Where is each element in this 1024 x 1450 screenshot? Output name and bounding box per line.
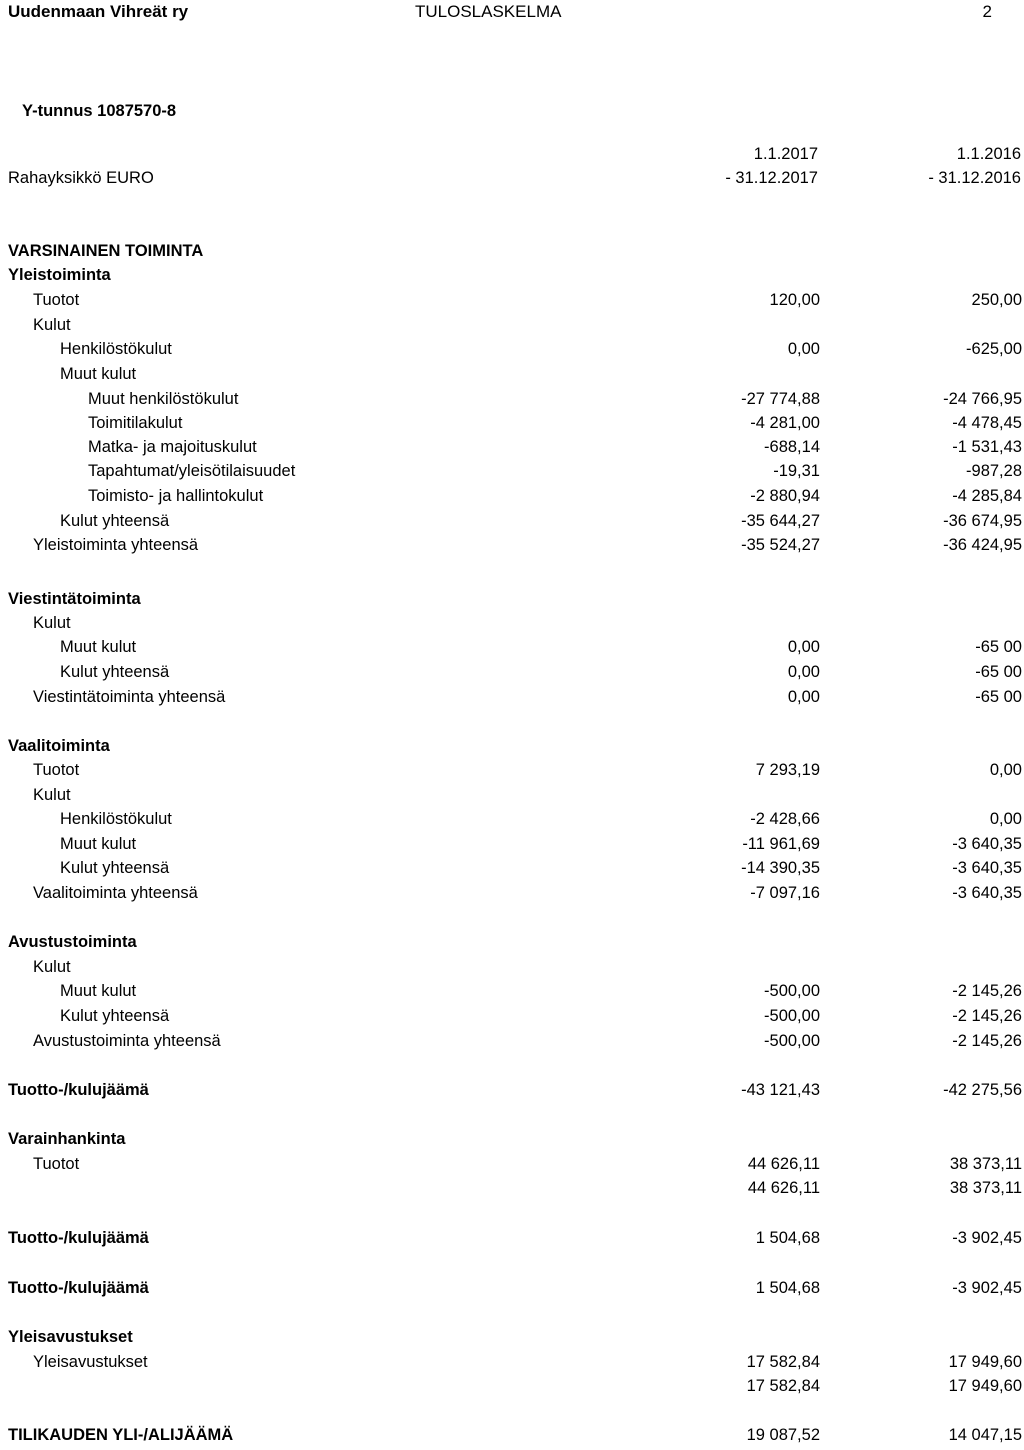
value-2017: 120,00 bbox=[769, 291, 820, 309]
value-2017: 19 087,52 bbox=[746, 1426, 820, 1444]
row-label: Varainhankinta bbox=[8, 1130, 126, 1148]
row-label: Muut henkilöstökulut bbox=[88, 390, 239, 408]
statement-row bbox=[0, 859, 1024, 883]
statement-row bbox=[0, 1377, 1024, 1401]
value-2016: -4 285,84 bbox=[952, 487, 1022, 505]
row-label: Kulut bbox=[33, 786, 71, 804]
value-2016: -3 640,35 bbox=[952, 835, 1022, 853]
statement-row bbox=[0, 958, 1024, 982]
statement-row bbox=[0, 536, 1024, 560]
value-2016: 38 373,11 bbox=[949, 1155, 1022, 1173]
statement-row bbox=[0, 291, 1024, 315]
row-label: Avustustoiminta bbox=[8, 933, 137, 951]
statement-row bbox=[0, 982, 1024, 1006]
period-prior-end: - 31.12.2016 bbox=[928, 169, 1021, 187]
value-2017: 1 504,68 bbox=[755, 1279, 820, 1297]
document-title: TULOSLASKELMA bbox=[415, 2, 562, 21]
period-current-end: - 31.12.2017 bbox=[725, 169, 818, 187]
statement-row bbox=[0, 590, 1024, 614]
value-2016: 17 949,60 bbox=[948, 1377, 1022, 1395]
statement-row bbox=[0, 933, 1024, 957]
period-current-start: 1.1.2017 bbox=[753, 145, 818, 163]
statement-row bbox=[0, 835, 1024, 859]
value-2017: 7 293,19 bbox=[755, 761, 820, 779]
statement-row bbox=[0, 1155, 1024, 1179]
row-label: TILIKAUDEN YLI-/ALIJÄÄMÄ bbox=[8, 1426, 234, 1444]
statement-row bbox=[0, 242, 1024, 266]
row-label: Kulut yhteensä bbox=[60, 512, 170, 530]
value-2016: -36 674,95 bbox=[943, 512, 1022, 530]
statement-row bbox=[0, 1229, 1024, 1253]
statement-row bbox=[0, 266, 1024, 290]
row-label: Kulut yhteensä bbox=[60, 859, 170, 877]
row-label: Muut kulut bbox=[60, 835, 137, 853]
statement-row bbox=[0, 1179, 1024, 1203]
value-2017: -35 524,27 bbox=[741, 536, 820, 554]
statement-row bbox=[0, 810, 1024, 834]
value-2016: -625,00 bbox=[966, 340, 1022, 358]
value-2016: -24 766,95 bbox=[943, 390, 1022, 408]
value-2017: -500,00 bbox=[764, 1032, 820, 1050]
row-label: Vaalitoiminta bbox=[8, 737, 110, 755]
period-prior-start: 1.1.2016 bbox=[956, 145, 1021, 163]
row-label: Henkilöstökulut bbox=[60, 340, 172, 358]
statement-row bbox=[0, 462, 1024, 486]
statement-row bbox=[0, 1130, 1024, 1154]
statement-row bbox=[0, 663, 1024, 687]
value-2016: 250,00 bbox=[971, 291, 1022, 309]
statement-row bbox=[0, 414, 1024, 438]
value-2016: -65 00 bbox=[975, 688, 1022, 706]
value-2017: -11 961,69 bbox=[742, 835, 820, 853]
value-2017: 44 626,11 bbox=[747, 1179, 820, 1197]
value-2017: -2 880,94 bbox=[750, 487, 820, 505]
statement-row bbox=[0, 340, 1024, 364]
value-2016: 14 047,15 bbox=[948, 1426, 1022, 1444]
value-2016: -2 145,26 bbox=[952, 982, 1022, 1000]
row-label: Tuotto-/kulujäämä bbox=[8, 1279, 149, 1297]
row-label: Tapahtumat/yleisötilaisuudet bbox=[88, 462, 296, 480]
value-2017: 1 504,68 bbox=[755, 1229, 820, 1247]
statement-row bbox=[0, 438, 1024, 462]
statement-row bbox=[0, 638, 1024, 662]
row-label: Henkilöstökulut bbox=[60, 810, 172, 828]
value-2017: -35 644,27 bbox=[741, 512, 820, 530]
currency-label: Rahayksikkö EURO bbox=[8, 169, 154, 187]
statement-row bbox=[0, 512, 1024, 536]
value-2016: -3 640,35 bbox=[952, 859, 1022, 877]
value-2016: 0,00 bbox=[989, 761, 1022, 779]
statement-row bbox=[0, 390, 1024, 414]
row-label: Vaalitoiminta yhteensä bbox=[33, 884, 198, 902]
statement-row bbox=[0, 1032, 1024, 1056]
row-label: Tuotot bbox=[33, 291, 80, 309]
value-2016: 38 373,11 bbox=[949, 1179, 1022, 1197]
value-2016: -4 478,45 bbox=[952, 414, 1022, 432]
statement-row bbox=[0, 688, 1024, 712]
statement-row bbox=[0, 1279, 1024, 1303]
value-2016: 0,00 bbox=[989, 810, 1022, 828]
value-2017: -2 428,66 bbox=[750, 810, 820, 828]
value-2017: 44 626,11 bbox=[747, 1155, 820, 1173]
row-label: Yleistoiminta bbox=[8, 266, 111, 284]
row-label: Avustustoiminta yhteensä bbox=[33, 1032, 221, 1050]
row-label: Muut kulut bbox=[60, 982, 137, 1000]
statement-row bbox=[0, 1353, 1024, 1377]
row-label: Muut kulut bbox=[60, 638, 137, 656]
value-2017: 0,00 bbox=[787, 663, 820, 681]
row-label: Matka- ja majoituskulut bbox=[88, 438, 257, 456]
value-2017: 0,00 bbox=[787, 340, 820, 358]
row-label: Tuotot bbox=[33, 761, 80, 779]
value-2017: -7 097,16 bbox=[750, 884, 820, 902]
statement-row bbox=[0, 1081, 1024, 1105]
value-2016: -42 275,56 bbox=[943, 1081, 1022, 1099]
statement-row bbox=[0, 761, 1024, 785]
value-2017: -27 774,88 bbox=[741, 390, 820, 408]
value-2017: -19,31 bbox=[773, 462, 820, 480]
value-2016: -3 902,45 bbox=[952, 1279, 1022, 1297]
row-label: VARSINAINEN TOIMINTA bbox=[8, 242, 204, 260]
value-2017: -43 121,43 bbox=[741, 1081, 820, 1099]
statement-row bbox=[0, 786, 1024, 810]
row-label: Toimisto- ja hallintokulut bbox=[88, 487, 264, 505]
statement-row bbox=[0, 1426, 1024, 1450]
value-2017: -500,00 bbox=[764, 982, 820, 1000]
value-2016: -2 145,26 bbox=[952, 1007, 1022, 1025]
organization-name: Uudenmaan Vihreät ry bbox=[8, 2, 189, 21]
value-2017: 17 582,84 bbox=[746, 1353, 820, 1371]
business-id: Y-tunnus 1087570-8 bbox=[22, 102, 177, 120]
value-2017: 17 582,84 bbox=[746, 1377, 820, 1395]
value-2017: -500,00 bbox=[764, 1007, 820, 1025]
row-label: Viestintätoiminta yhteensä bbox=[33, 688, 226, 706]
statement-row bbox=[0, 316, 1024, 340]
statement-row bbox=[0, 1328, 1024, 1352]
value-2017: 0,00 bbox=[787, 638, 820, 656]
row-label: Yleistoiminta yhteensä bbox=[33, 536, 199, 554]
row-label: Tuotto-/kulujäämä bbox=[8, 1081, 149, 1099]
value-2016: 17 949,60 bbox=[948, 1353, 1022, 1371]
value-2017: -14 390,35 bbox=[741, 859, 820, 877]
value-2017: -688,14 bbox=[764, 438, 820, 456]
value-2017: 0,00 bbox=[787, 688, 820, 706]
row-label: Kulut bbox=[33, 614, 71, 632]
statement-row bbox=[0, 365, 1024, 389]
row-label: Kulut yhteensä bbox=[60, 663, 170, 681]
row-label: Kulut bbox=[33, 316, 71, 334]
value-2016: -65 00 bbox=[975, 663, 1022, 681]
value-2016: -1 531,43 bbox=[952, 438, 1022, 456]
statement-row bbox=[0, 884, 1024, 908]
row-label: Tuotto-/kulujäämä bbox=[8, 1229, 149, 1247]
row-label: Kulut bbox=[33, 958, 71, 976]
row-label: Muut kulut bbox=[60, 365, 137, 383]
row-label: Toimitilakulut bbox=[88, 414, 183, 432]
row-label: Viestintätoiminta bbox=[8, 590, 141, 608]
value-2016: -2 145,26 bbox=[952, 1032, 1022, 1050]
statement-row bbox=[0, 487, 1024, 511]
row-label: Yleisavustukset bbox=[8, 1328, 133, 1346]
statement-row bbox=[0, 1007, 1024, 1031]
page-number: 2 bbox=[982, 2, 992, 21]
statement-row bbox=[0, 737, 1024, 761]
value-2016: -36 424,95 bbox=[943, 536, 1022, 554]
value-2016: -987,28 bbox=[966, 462, 1022, 480]
statement-row bbox=[0, 614, 1024, 638]
row-label: Kulut yhteensä bbox=[60, 1007, 170, 1025]
value-2016: -3 902,45 bbox=[952, 1229, 1022, 1247]
value-2016: -3 640,35 bbox=[952, 884, 1022, 902]
row-label: Tuotot bbox=[33, 1155, 80, 1173]
value-2017: -4 281,00 bbox=[750, 414, 820, 432]
value-2016: -65 00 bbox=[975, 638, 1022, 656]
row-label: Yleisavustukset bbox=[33, 1353, 148, 1371]
